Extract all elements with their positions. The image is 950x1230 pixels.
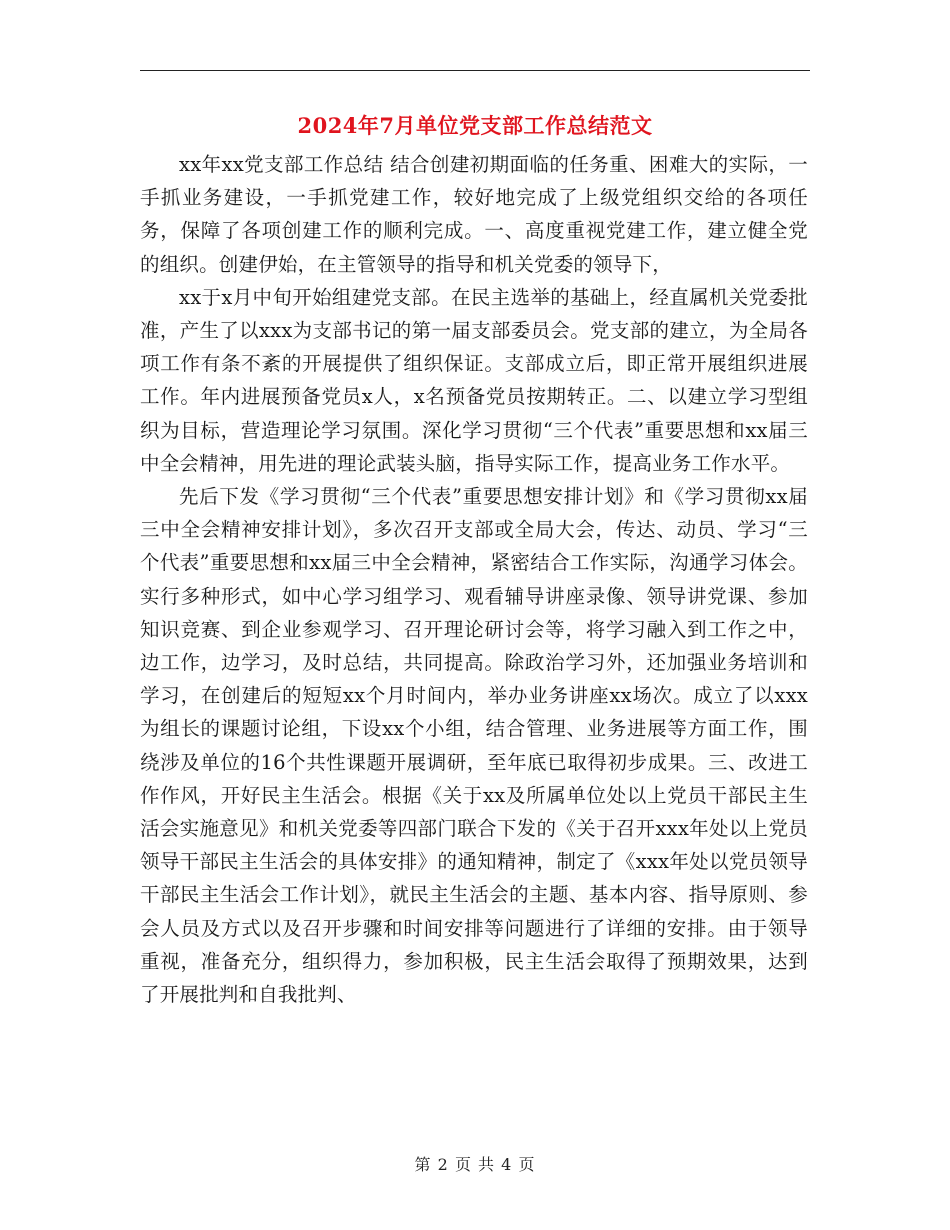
footer-mid: 页: [454, 1155, 472, 1174]
page-footer: [0, 1152, 950, 1175]
header-rule: [140, 70, 810, 71]
footer-suffix: 页: [518, 1155, 536, 1174]
footer-total-pages: 4: [501, 1155, 513, 1174]
paragraph-3: 先后下发《学习贯彻“三个代表”重要思想安排计划》和《学习贯彻xx届三中全会精神安排计划》，多次召开支部或全局大会，传达、动员、学习“三个代表”重要思想和xx届三中全会精神，紧密结合工作实际，沟通学习体会。实行多种形式，如中心学习组学习、观看辅导讲座录像、领导讲党课、参加知识竞赛、到企业参观学习、召开理论研讨会等，将学习融入到工作之中，边工作，边学习，及时总结，共同提高。除政治学习外，还加强业务培训和学习，在创建后的短短xx个月时间内，举办业务讲座xx场次。成立了以xxx为组长的课题讨论组，下设xx个小组，结合管理、业务进展等方面工作，围绕涉及单位的16个共性课题开展调研，至年底已取得初步成果。三、改进工作作风，开好民主生活会。根据《关于xx及所属单位处以上党员干部民主生活会实施意见》和机关党委等四部门联合下发的《关于召开xxx年处以上党员领导干部民主生活会的具体安排》的通知精神，制定了《xxx年处以党员领导干部民主生活会工作计划》，就民主生活会的主题、基本内容、指导原则、参会人员及方式以及召开步骤和时间安排等问题进行了详细的安排。由于领导重视，准备充分，组织得力，参加积极，民主生活会取得了预期效果，达到了开展批判和自我批判、: [140, 485, 808, 1007]
document-body: [140, 148, 808, 1011]
footer-total-prefix: 共: [478, 1155, 496, 1174]
document-title: 2024年7月单位党支部工作总结范文: [297, 113, 653, 138]
paragraph-2: xx于x月中旬开始组建党支部。在民主选举的基础上，经直属机关党委批准，产生了以xxx为支部书记的第一届支部委员会。党支部的建立，为全局各项工作有条不紊的开展提供了组织保证。支部成立后，即正常开展组织进展工作。年内进展预备党员x人，x名预备党员按期转正。二、以建立学习型组织为目标，营造理论学习氛围。深化学习贯彻“三个代表”重要思想和xx届三中全会精神，用先进的理论武装头脑，指导实际工作，提高业务工作水平。: [140, 285, 808, 475]
paragraph-1: xx年xx党支部工作总结 结合创建初期面临的任务重、困难大的实际，一手抓业务建设，一手抓党建工作，较好地完成了上级党组织交给的各项任务，保障了各项创建工作的顺利完成。一、高度重视党建工作，建立健全党的组织。创建伊始，在主管领导的指导和机关党委的领导下，: [140, 153, 808, 276]
footer-current-page: 2: [437, 1155, 449, 1174]
footer-prefix: 第: [414, 1155, 432, 1174]
